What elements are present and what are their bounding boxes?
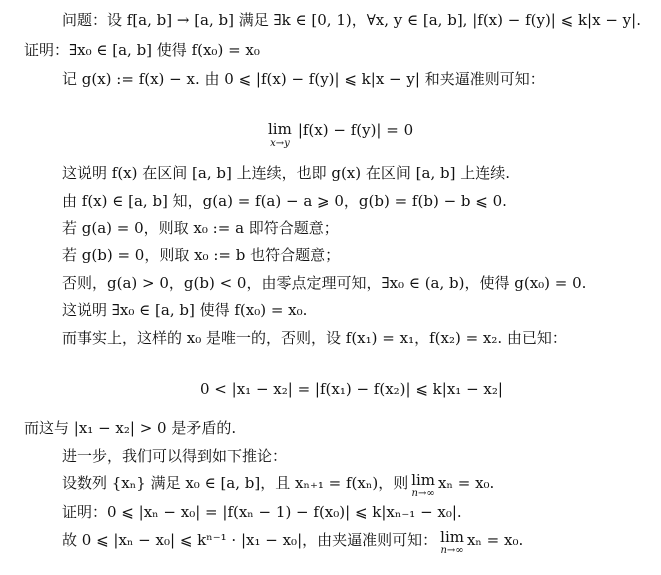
contradiction-conclusion: 而这与 |x₁ − x₂| > 0 是矛盾的.	[24, 419, 237, 437]
lim-subscript: n→∞	[411, 488, 435, 499]
case-gb-zero: 若 g(b) = 0，则取 x₀ := b 也符合题意；	[62, 246, 341, 264]
case-ga-zero: 若 g(a) = 0，则取 x₀ := a 即符合题意；	[62, 219, 339, 237]
lim-word: lim	[411, 471, 436, 489]
continuity-line: 这说明 f(x) 在区间 [a, b] 上连续，也即 g(x) 在区间 [a, b] 上连续.	[62, 164, 510, 182]
lim-word: lim	[440, 528, 464, 546]
definition-line: 记 g(x) := f(x) − x. 由 0 ⩽ |f(x) − f(y)| ⩽ k|x − y| 和夹逼准则可知：	[62, 70, 545, 88]
final-limit-expr: xₙ = x₀.	[466, 531, 524, 549]
final-limit	[440, 530, 464, 556]
lim-subscript: x→y	[270, 138, 290, 149]
corollary-text: 设数列 {xₙ} 满足 x₀ ∈ [a, b]，且 xₙ₊₁ = f(xₙ)，则	[62, 474, 409, 492]
corollary-statement	[62, 473, 494, 499]
problem-statement: 问题：设 f[a, b] → [a, b] 满足 ∃k ∈ [0, 1)，∀x, y ∈ [a, b], |f(x) − f(y)| ⩽ k|x − y|.	[62, 11, 641, 29]
corollary-proof: 证明：0 ⩽ |xₙ − x₀| = |f(xₙ − 1) − f(x₀)| ⩽ k|xₙ₋₁ − x₀|.	[62, 503, 462, 521]
boundary-values-line: 由 f(x) ∈ [a, b] 知，g(a) = f(a) − a ⩾ 0，g(b) = f(b) − b ⩽ 0.	[62, 192, 507, 210]
limit-equation	[268, 122, 413, 149]
case-zero-theorem: 否则，g(a) > 0，g(b) < 0，由零点定理可知，∃x₀ ∈ (a, b)，使得 g(x₀) = 0.	[62, 274, 587, 292]
corollary-limit-expr: xₙ = x₀.	[438, 474, 495, 492]
uniqueness-line: 而事实上，这样的 x₀ 是唯一的，否则，设 f(x₁) = x₁，f(x₂) = x₂. 由已知：	[62, 329, 567, 347]
final-text: 故 0 ⩽ |xₙ − x₀| ⩽ kⁿ⁻¹ · |x₁ − x₀|，由夹逼准则可知：	[62, 531, 438, 549]
corollary-limit	[411, 473, 435, 499]
lim-word: lim	[268, 120, 292, 138]
corollary-intro: 进一步，我们可以得到如下推论：	[62, 447, 288, 465]
lim-expression: |f(x) − f(y)| = 0	[297, 121, 414, 139]
contradiction-equation: 0 < |x₁ − x₂| = |f(x₁) − f(x₂)| ⩽ k|x₁ − x₂|	[200, 380, 503, 398]
proof-claim: 证明：∃x₀ ∈ [a, b] 使得 f(x₀) = x₀	[24, 41, 260, 59]
existence-conclusion: 这说明 ∃x₀ ∈ [a, b] 使得 f(x₀) = x₀.	[62, 301, 308, 319]
final-line	[62, 530, 523, 556]
lim-subscript: n→∞	[440, 545, 464, 556]
limit-operator	[268, 122, 292, 149]
